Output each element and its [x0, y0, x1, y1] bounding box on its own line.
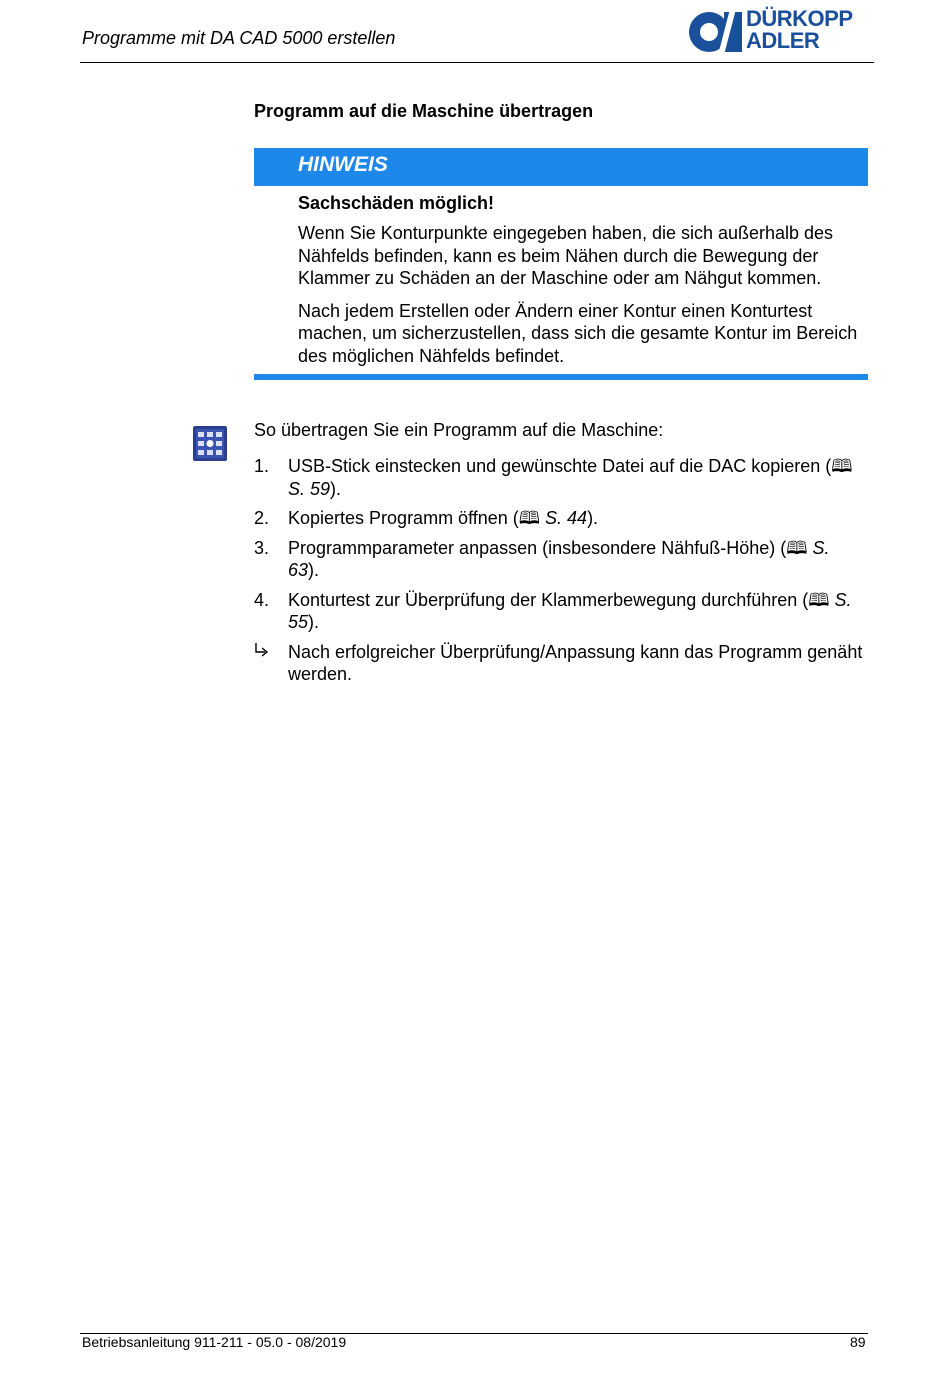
step-number: 4.: [254, 589, 270, 610]
logo-text-line1: DÜRKOPP: [746, 6, 853, 31]
step-item: [254, 537, 864, 582]
footer-document-info: Betriebsanleitung 911-211 - 05.0 - 08/2019: [82, 1334, 347, 1350]
instructions-steps: [254, 455, 864, 693]
notice-label: HINWEIS: [298, 153, 388, 176]
page-number: 89: [850, 1334, 866, 1350]
notice-bottom-bar: [254, 374, 868, 380]
notice-box: [254, 148, 868, 380]
logo-text-line2: ADLER: [746, 28, 820, 53]
section-title: Programm auf die Maschine übertragen: [254, 101, 594, 121]
book-icon: 🕮: [786, 537, 808, 558]
page-reference-link[interactable]: S. 63: [288, 537, 830, 580]
company-logo: [688, 8, 874, 56]
step-number: 2.: [254, 508, 270, 528]
book-icon: 🕮: [831, 456, 853, 476]
step-item: [254, 589, 864, 634]
header-title: Programme mit DA CAD 5000 erstellen: [82, 28, 396, 48]
page-reference-link[interactable]: S. 55: [288, 589, 852, 632]
book-icon: 🕮: [518, 508, 541, 528]
result-text: Nach erfolgreicher Überprüfung/Anpassung kann das Programm genäht werden.: [288, 641, 863, 684]
step-number: 3.: [254, 537, 270, 558]
book-icon: 🕮: [808, 589, 830, 610]
step-text: USB-Stick einstecken und gewünschte Datei auf die DAC kopieren (🕮 S. 59).: [288, 456, 853, 499]
step-item: [254, 455, 864, 500]
step-text: Kopiertes Programm öffnen (🕮 S. 44).: [288, 508, 599, 528]
step-number: 1.: [254, 456, 270, 476]
result-item: [254, 641, 864, 686]
instructions-intro: So übertragen Sie ein Programm auf die Maschine:: [254, 420, 664, 440]
notice-paragraph-2: Nach jedem Erstellen oder Ändern einer Kontur einen Konturtest machen, um sicherzustellen, dass sich die gesamte Kontur im Bereich des möglichen Nähfelds befindet.: [298, 300, 858, 366]
step-text: Programmparameter anpassen (insbesondere Nähfuß-Höhe) (🕮 S. 63).: [288, 537, 830, 580]
step-item: [254, 507, 864, 530]
header-divider: [80, 62, 874, 63]
notice-header-bar: [254, 148, 868, 186]
notice-paragraph-1: Wenn Sie Konturpunkte eingegeben haben, die sich außerhalb des Nähfelds befinden, kann es beim Nähen durch die Bewegung der Klammer zu Schäden an der Maschine oder am Nähgut kommen.: [298, 223, 834, 288]
control-panel-icon: [193, 426, 227, 461]
page-reference-link[interactable]: S. 44: [545, 508, 588, 528]
page-reference-link[interactable]: S. 59: [288, 478, 331, 499]
result-arrow-icon: [254, 642, 270, 666]
notice-body: [254, 192, 868, 367]
logo-mark-icon: [688, 9, 744, 55]
step-text: Konturtest zur Überprüfung der Klammerbewegung durchführen (🕮 S. 55).: [288, 589, 852, 632]
notice-heading: Sachschäden möglich!: [298, 193, 495, 213]
